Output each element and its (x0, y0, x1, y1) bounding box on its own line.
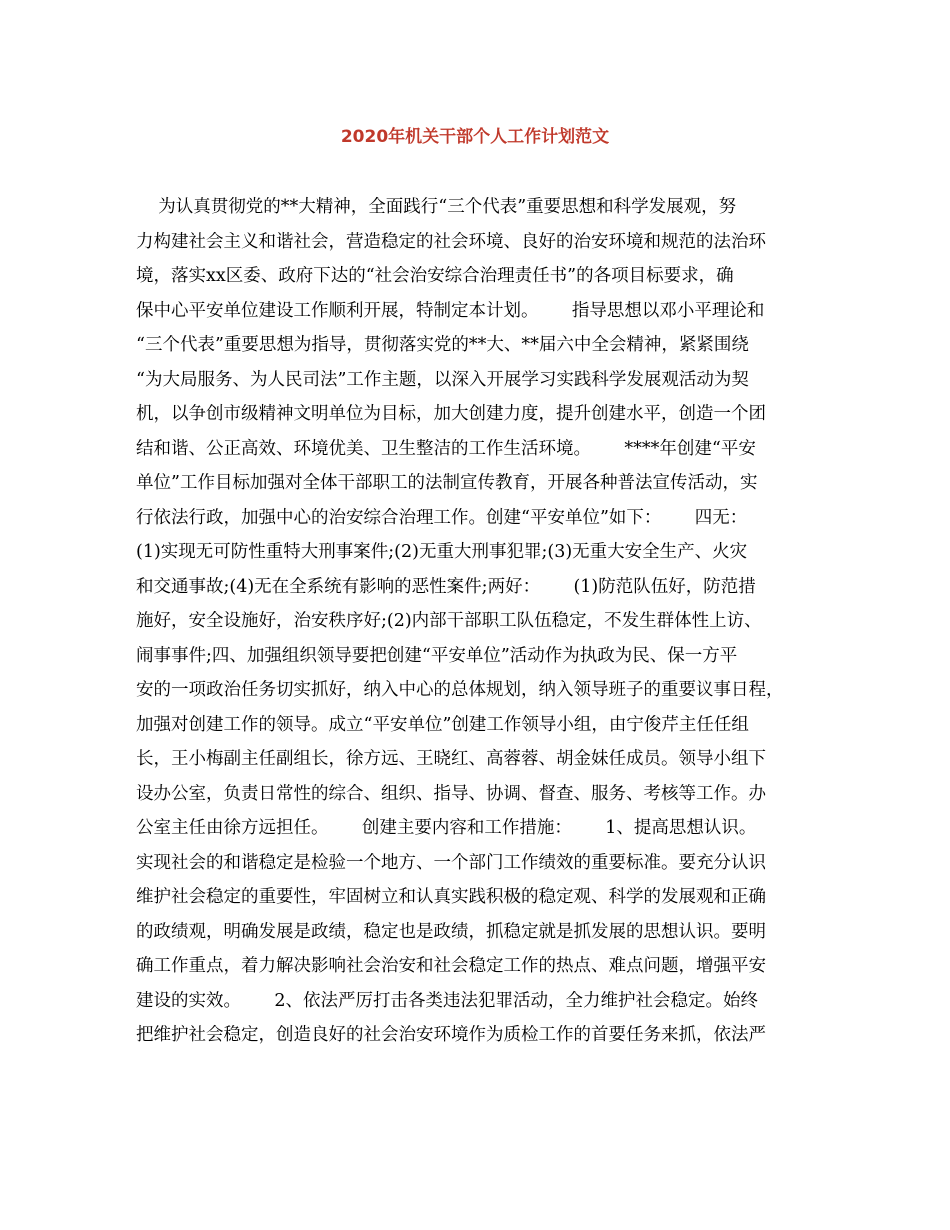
body-text-line: 境，落实xx区委、政府下达的“社会治安综合治理责任书”的各项目标要求，确 (136, 266, 734, 286)
body-text-line: 和交通事故;(4)无在全系统有影响的恶性案件;两好： (1)防范队伍好，防范措 (136, 576, 756, 597)
body-text-line: 长，王小梅副主任副组长，徐方远、王晓红、高蓉蓉、胡金妹任成员。领导小组下 (136, 749, 766, 769)
body-text-line: 结和谐、公正高效、环境优美、卫生整洁的工作生活环境。 ****年创建“平安 (136, 438, 756, 459)
body-text-line: 公室主任由徐方远担任。 创建主要内容和工作措施： 1、提高思想认识。 (136, 818, 757, 838)
body-text-line: 为认真贯彻党的**大精神，全面践行“三个代表”重要思想和科学发展观，努 (136, 197, 737, 217)
body-text-line: 建设的实效。 2、依法严厉打击各类违法犯罪活动，全力维护社会稳定。始终 (136, 990, 759, 1011)
body-text-line: 保中心平安单位建设工作顺利开展，特制定本计划。 指导思想以邓小平理论和 (136, 300, 765, 321)
body-text-line: 加强对创建工作的领导。成立“平安单位”创建工作领导小组，由宁俊芹主任任组 (136, 714, 749, 735)
body-text-line: 确工作重点，着力解决影响社会治安和社会稳定工作的热点、难点问题，增强平安 (136, 956, 766, 976)
body-text-line: 设办公室，负责日常性的综合、组织、指导、协调、督查、服务、考核等工作。办 (136, 783, 766, 804)
body-text-line: 行依法行政，加强中心的治安综合治理工作。创建“平安单位”如下： 四无： (136, 507, 748, 528)
body-text-line: 力构建社会主义和谐社会，营造稳定的社会环境、良好的治安环境和规范的法治环 (136, 231, 766, 252)
body-text-line: 维护社会稳定的重要性，牢固树立和认真实践积极的稳定观、科学的发展观和正确 (136, 887, 766, 907)
body-text-line: 的政绩观，明确发展是政绩，稳定也是政绩，抓稳定就是抓发展的思想认识。要明 (136, 921, 766, 942)
body-text-line: 把维护社会稳定，创造良好的社会治安环境作为质检工作的首要任务来抓，依法严 (136, 1025, 766, 1045)
document-body (136, 190, 826, 1053)
body-text-line: 实现社会的和谐稳定是检验一个地方、一个部门工作绩效的重要标准。要充分认识 (136, 852, 766, 873)
body-text-line: (1)实现无可防性重特大刑事案件;(2)无重大刑事犯罪;(3)无重大安全生产、火灾 (136, 542, 748, 562)
document-title: 2020年机关干部个人工作计划范文 (340, 127, 610, 147)
body-text-line: 机，以争创市级精神文明单位为目标，加大创建力度，提升创建水平，创造一个团 (136, 404, 766, 424)
body-text-line: 施好，安全设施好，治安秩序好;(2)内部干部职工队伍稳定，不发生群体性上访、 (136, 611, 762, 631)
body-text-line: 安的一项政治任务切实抓好，纳入中心的总体规划，纳入领导班子的重要议事日程， (136, 680, 784, 700)
body-text-line: “为大局服务、为人民司法”工作主题，以深入开展学习实践科学发展观活动为契 (136, 369, 749, 390)
body-text-line: 闹事事件;四、加强组织领导要把创建“平安单位”活动作为执政为民、保一方平 (136, 645, 738, 666)
body-text-line: 单位”工作目标加强对全体干部职工的法制宣传教育，开展各种普法宣传活动，实 (136, 473, 758, 493)
body-text-line: “三个代表”重要思想为指导，贯彻落实党的**大、**届六中全会精神，紧紧围绕 (136, 335, 749, 355)
